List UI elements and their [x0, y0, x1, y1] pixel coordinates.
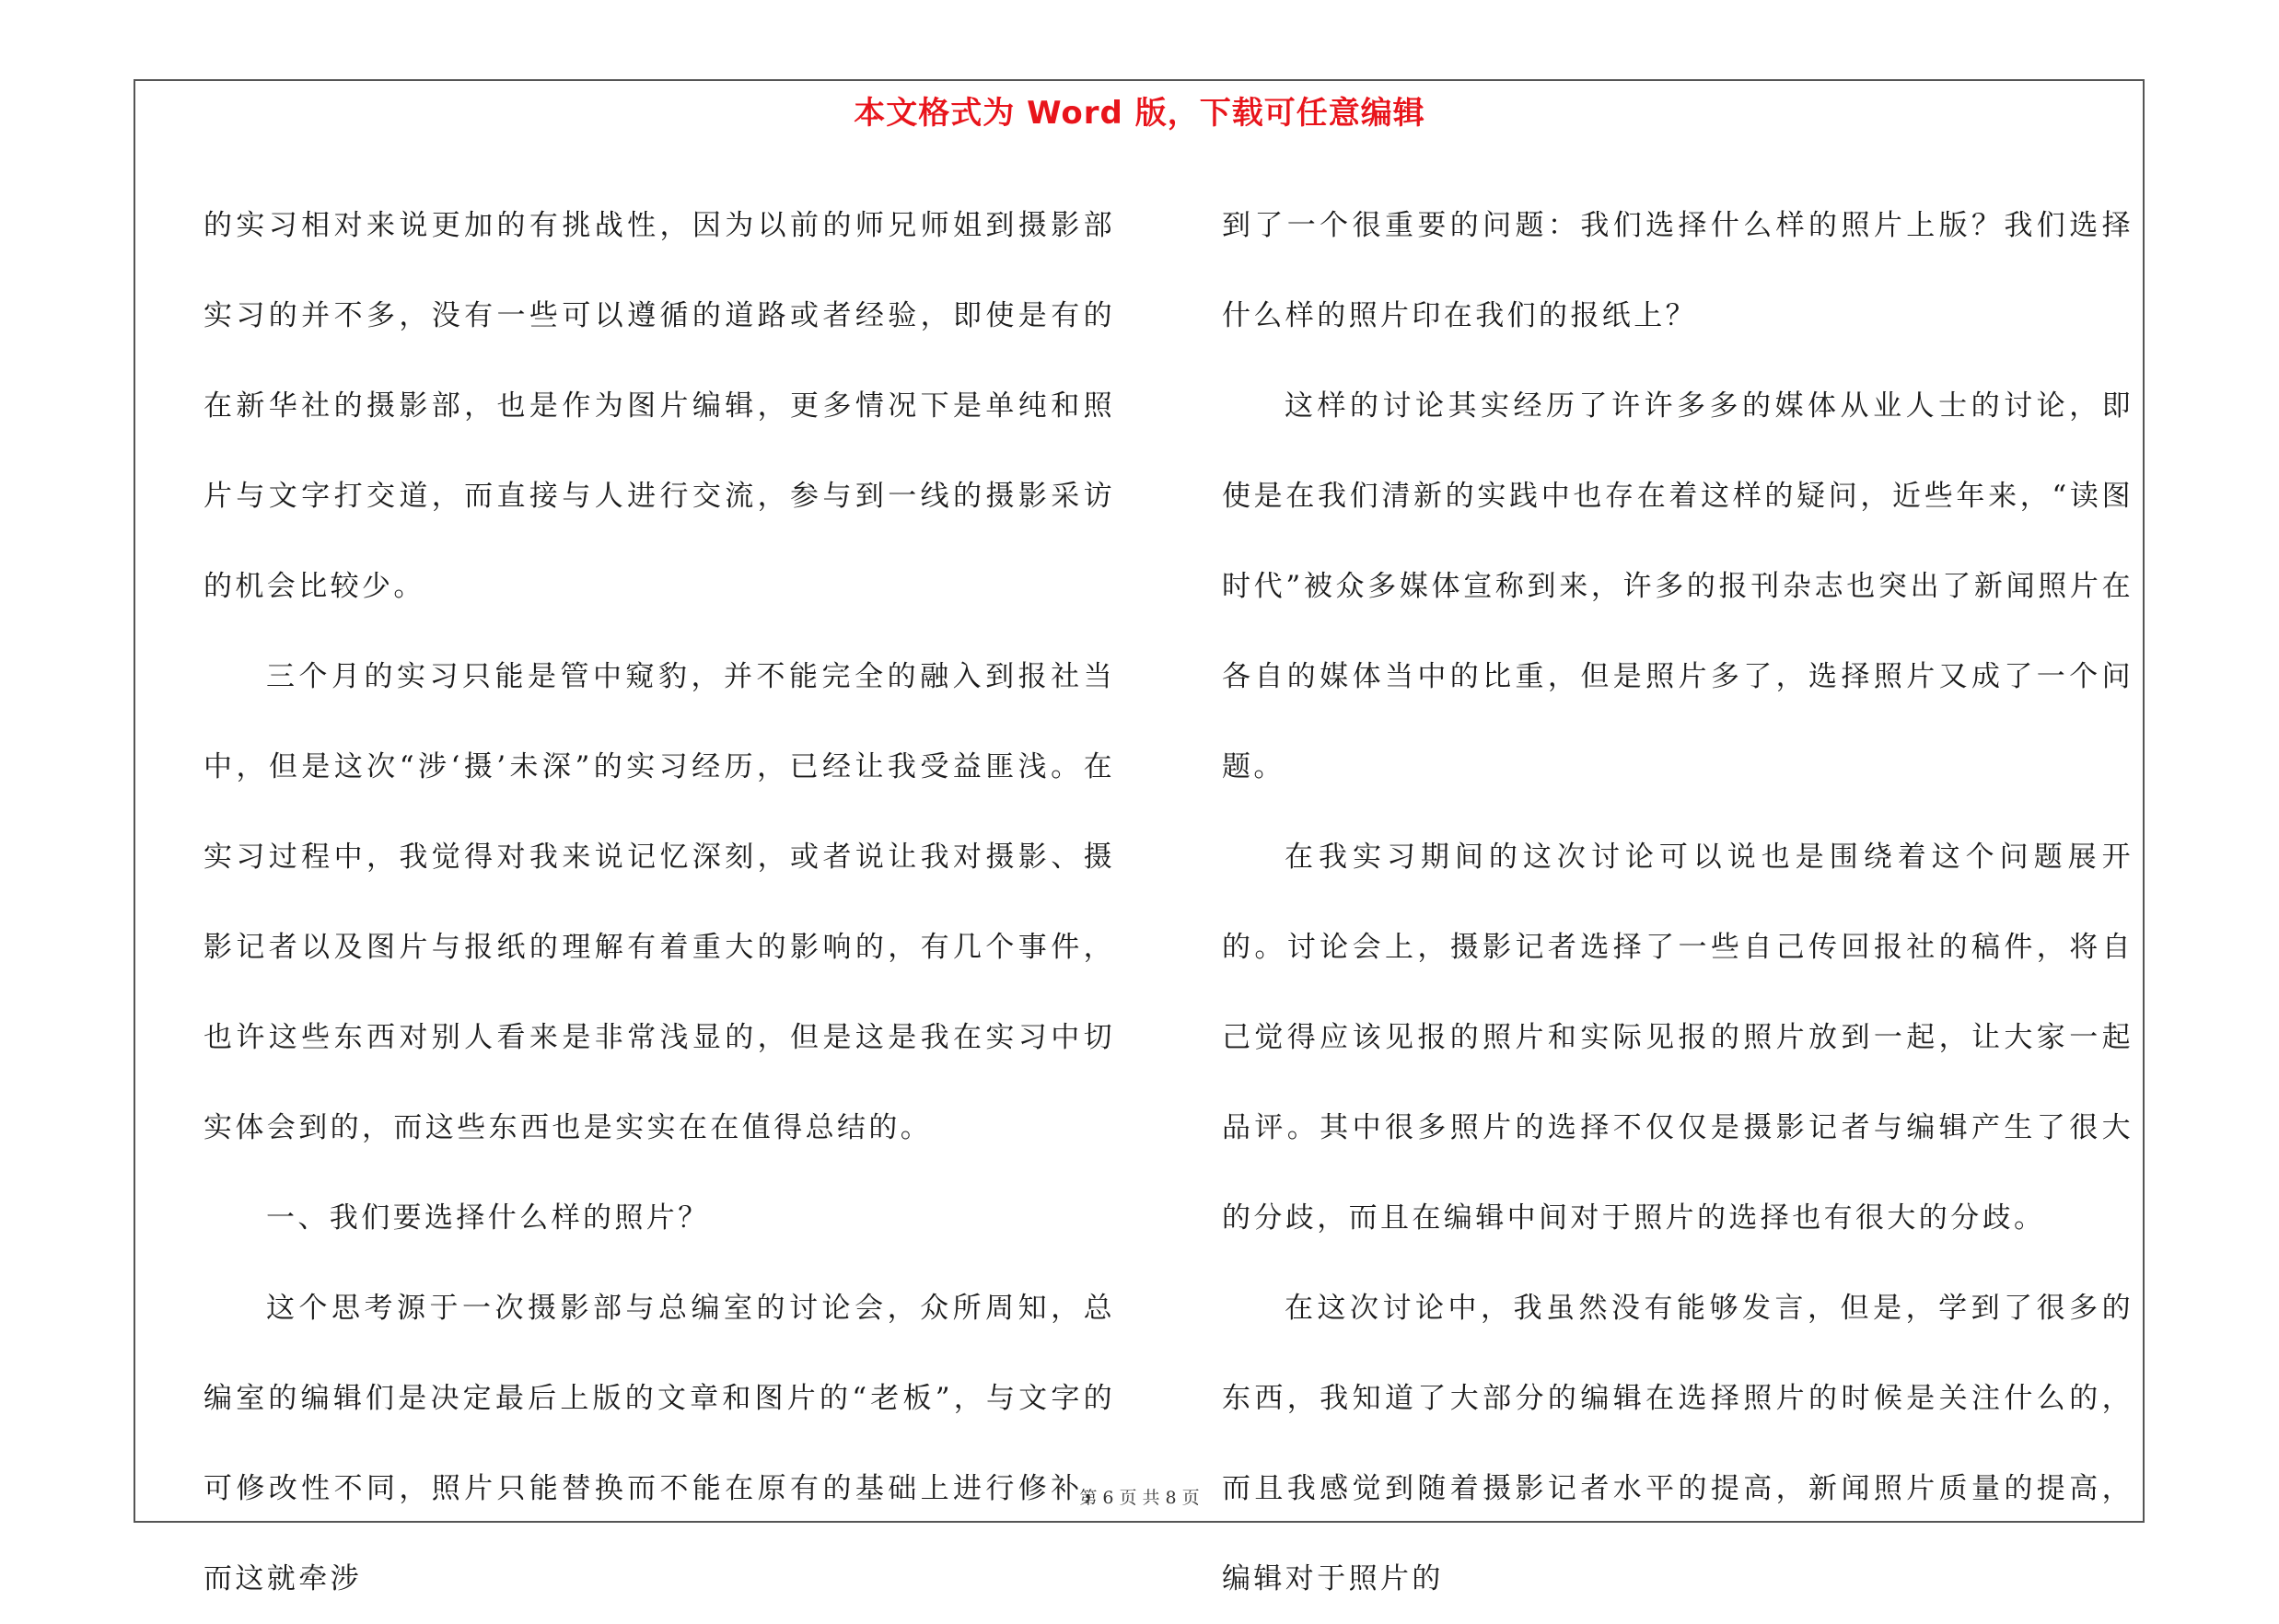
left-column: [203, 180, 1115, 1624]
section-heading: 一、我们要选择什么样的照片？: [266, 1201, 710, 1235]
right-column: [1222, 180, 2134, 1624]
paragraph: 这样的讨论其实经历了许许多多的媒体从业人士的讨论，即使是在我们清新的实践中也存在着这样的疑问，近些年来，“读图时代”被众多媒体宣称到来，许多的报刊杂志也突出了新闻照片在各自的媒体当中的比重，但是照片多了，选择照片又成了一个问题。: [1222, 389, 2134, 783]
paragraph: 在这次讨论中，我虽然没有能够发言，但是，学到了很多的东西，我知道了大部分的编辑在选择照片的时候是关注什么的，而且我感觉到随着摄影记者水平的提高，新闻照片质量的提高，编辑对于照片的: [1222, 1292, 2134, 1595]
paragraph: 到了一个很重要的问题：我们选择什么样的照片上版？我们选择什么样的照片印在我们的报纸上？: [1222, 209, 2134, 332]
paragraph: 这个思考源于一次摄影部与总编室的讨论会，众所周知，总编室的编辑们是决定最后上版的文章和图片的“老板”，与文字的可修改性不同，照片只能替换而不能在原有的基础上进行修补，而这就牵涉: [203, 1292, 1115, 1595]
paragraph: 在我实习期间的这次讨论可以说也是围绕着这个问题展开的。讨论会上，摄影记者选择了一些自己传回报社的稿件，将自己觉得应该见报的照片和实际见报的照片放到一起，让大家一起品评。其中很多照片的选择不仅仅是摄影记者与编辑产生了很大的分歧，而且在编辑中间对于照片的选择也有很大的分歧。: [1222, 841, 2134, 1235]
paragraph: 三个月的实习只能是管中窥豹，并不能完全的融入到报社当中，但是这次“涉‘摄’未深”的实习经历，已经让我受益匪浅。在实习过程中，我觉得对我来说记忆深刻，或者说让我对摄影、摄影记者以及图片与报纸的理解有着重大的影响的，有几个事件，也许这些东西对别人看来是非常浅显的，但是这是我在实习中切实体会到的，而这些东西也是实实在在值得总结的。: [203, 660, 1115, 1144]
format-banner: 本文格式为 Word 版，下载可任意编辑: [854, 95, 1425, 132]
paragraph: 的实习相对来说更加的有挑战性，因为以前的师兄师姐到摄影部实习的并不多，没有一些可以遵循的道路或者经验，即使是有的在新华社的摄影部，也是作为图片编辑，更多情况下是单纯和照片与文字打交道，而直接与人进行交流，参与到一线的摄影采访的机会比较少。: [203, 209, 1115, 603]
page-number: 第 6 页 共 8 页: [1079, 1488, 1200, 1508]
